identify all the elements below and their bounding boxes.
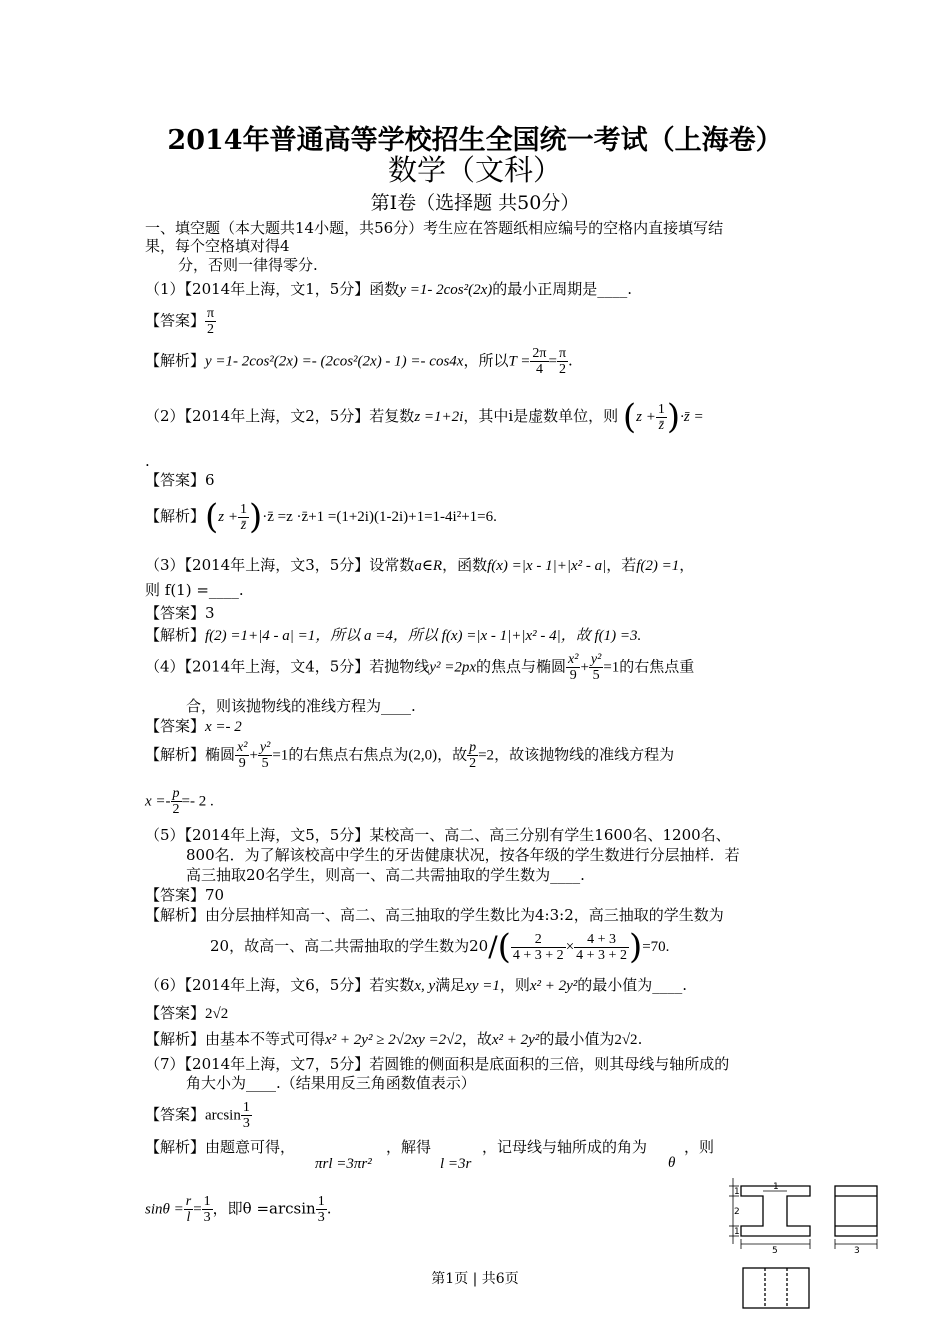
q2-analysis-one: 1 [240, 501, 247, 517]
q3-cond2: f(2) =1 [636, 558, 680, 574]
q7-theta: θ [668, 1155, 676, 1171]
q4-line2: 合，则该抛物线的准线方程为____. [186, 697, 416, 715]
q2-zplus: z + [636, 409, 656, 425]
q6-expr2: x² + 2y² [491, 1032, 540, 1048]
q7-sin-three: 3 [203, 1210, 211, 1225]
q7-line1: （7）【2014年上海，文7，5分】若圆锥的侧面积是底面积的三倍，则其母线与轴所成的 [145, 1055, 730, 1073]
q7-analysis-d: ，则 [684, 1138, 715, 1156]
q7-line2: 角大小为____.（结果用反三角函数值表示） [186, 1074, 476, 1092]
q7-eq1: πrl =3πr² [315, 1156, 372, 1172]
q4-analysis-d: ，故该抛物线的准线方程为 [494, 745, 675, 764]
q5-result: =70. [642, 939, 670, 955]
q4-y-num: y² [590, 652, 602, 667]
q4-analysis-plus: + [249, 747, 258, 764]
q5-fb-num: 4 + 3 [574, 932, 629, 948]
q2-suffix: ，其中i是虚数单位，则 [463, 407, 619, 425]
q5-answer [145, 886, 224, 904]
page-footer: 第1页 | 共6页 [431, 1271, 519, 1287]
q2-dot: . [145, 452, 150, 470]
q4-mid: 的焦点与椭圆 [476, 657, 567, 676]
q7-analysis-line2 [145, 1194, 332, 1225]
q6-analysis-a: 由基本不等式可得 [205, 1030, 326, 1048]
q1-answer [145, 306, 216, 337]
q4-y-den: 5 [592, 668, 600, 683]
answer-label: 【答案】 [145, 886, 206, 904]
analysis-label: 【解析】 [145, 906, 206, 924]
q3-cond: a∈R [414, 558, 443, 574]
q3-line2: 则 f(1) =____. [145, 581, 244, 599]
q2-analysis-zbar: z̄ [240, 517, 247, 533]
q6-val: 2√2 [614, 1032, 638, 1048]
q3-analysis-formula: f(2) =1+|4 - a| =1，所以 a =4，所以 f(x) =|x - 1|+|x² - 4|，故 f(1) =3. [205, 628, 642, 644]
q6-mid: 满足 [435, 976, 466, 994]
q4-eq2: =2 [478, 747, 495, 764]
q2-zbar: z̄ [658, 417, 665, 433]
q4-formula: y² =2px [429, 659, 476, 676]
q1-eq: = [548, 353, 557, 370]
three-view-figure [725, 1172, 885, 1342]
dim-1b: 1 [773, 1182, 779, 1192]
q4-analysis-a: 椭圆 [205, 745, 236, 764]
q5-line2: 800名．为了解该校高中学生的牙齿健康状况，按各年级的学生数进行分层抽样．若 [186, 846, 740, 864]
q4-prefix: （4）【2014年上海，文4，5分】若抛物线 [145, 657, 430, 676]
q7-sin-one: 1 [203, 1194, 211, 1209]
q7-answer [145, 1100, 252, 1131]
analysis-label: 【解析】 [145, 351, 206, 370]
q2-answer-value: 6 [205, 471, 215, 489]
q7-sin-three2: 3 [317, 1210, 325, 1225]
q6-analysis-b: ，故 [461, 1030, 492, 1048]
q1-analysis [145, 346, 573, 377]
answer-label: 【答案】 [145, 604, 206, 622]
dim-5: 5 [772, 1246, 778, 1256]
q4-suffix: 的右焦点重 [619, 657, 695, 676]
q7-eq3: = [193, 1201, 202, 1218]
q7-sin-a: sinθ = [145, 1201, 184, 1218]
q7-answer-one: 1 [242, 1100, 250, 1115]
q1-analysis-mid: ，所以 [463, 351, 509, 370]
q2-prefix: （2）【2014年上海，文2，5分】若复数 [145, 407, 415, 425]
q4-analysis-y-den: 5 [261, 756, 269, 771]
q7-l: l [186, 1210, 191, 1225]
q3-mid: ，函数 [442, 556, 488, 574]
q1-frac2-num: π [558, 346, 567, 361]
q4-analysis-eq1: =1 [272, 747, 289, 764]
q4-analysis-y-num: y² [259, 740, 271, 755]
paper-title: 2014年普通高等学校招生全国统一考试（上海卷） [167, 125, 783, 156]
q1-end: . [568, 351, 573, 370]
q4-analysis-c: ，故 [437, 745, 468, 764]
q4-question [145, 652, 694, 683]
intro-line3: 分，否则一律得零分. [178, 256, 318, 274]
q4-x-den: 9 [569, 668, 577, 683]
q3-analysis [145, 626, 641, 645]
q4-p-den: 2 [469, 756, 477, 771]
q7-answer-arcsin: arcsin [205, 1107, 241, 1124]
q1-frac1-num: 2π [532, 346, 547, 361]
q6-suffix: 的最小值为____. [577, 976, 688, 994]
q6-end: . [637, 1030, 643, 1048]
q7-answer-three: 3 [242, 1116, 250, 1131]
q5-fa-den: 4 + 3 + 2 [512, 947, 564, 963]
dim-1c: 1 [734, 1227, 740, 1237]
analysis-label: 【解析】 [145, 626, 206, 644]
intro-line2: 果，每个空格填对得4 [145, 237, 290, 255]
q2-analysis: 【解析】(z + $\frac{1}{z̄}$ )·z̄ =z ·z̄+1 =(1+2i)(1-2i)+1=1-4i²+1=6. [145, 497, 497, 537]
q5-analysis1-text: 由分层抽样知高一、高二、高三抽取的学生数比为4:3:2，高三抽取的学生数为 [205, 906, 724, 924]
q6-mid2: ，则 [499, 976, 530, 994]
q4-eq1: =1 [603, 659, 620, 676]
q1-frac2-den: 2 [559, 362, 566, 377]
q3-answer [145, 604, 215, 622]
q7-eq2: l =3r [440, 1156, 472, 1172]
answer-label: 【答案】 [145, 717, 206, 735]
q6-vars: x, y [414, 978, 436, 994]
q5-analysis2-text: 20，故高一、高二共需抽取的学生数为20 [210, 937, 489, 955]
answer-label: 【答案】 [145, 311, 206, 330]
q4-line3-b: =- 2 . [181, 793, 214, 810]
intro-line1: 一、填空题（本大题共14小题，共56分）考生应在答题纸相应编号的空格内直接填写结 [145, 219, 724, 237]
dim-2: 2 [734, 1207, 740, 1217]
q4-p-num: p [469, 740, 477, 755]
q1-question [145, 280, 632, 299]
q4-point: (2,0) [408, 747, 438, 764]
q5-times: × [565, 939, 575, 955]
paper-subtitle: 数学（文科） [387, 153, 562, 187]
q1-answer-den: 2 [207, 322, 215, 337]
dim-1a: 1 [734, 1187, 740, 1197]
q4-line3-a: x =- [145, 793, 171, 810]
q5-analysis2: 20，故高一、高二共需抽取的学生数为20/( $\frac{2}{4 + 3 + 2}$ × $\frac{4 + 3}{4 + 3 + 2}$ )=70. [210, 927, 670, 967]
q3-func: f(x) =|x - 1|+|x² - a| [487, 558, 607, 574]
q5-fa-num: 2 [511, 932, 566, 948]
q7-analysis [145, 1138, 295, 1156]
q6-analysis [145, 1030, 642, 1049]
q1-suffix: 的最小正周期是____. [492, 280, 633, 298]
q6-expr: x² + 2y² [529, 978, 578, 994]
q6-answer-value: 2√2 [205, 1006, 229, 1022]
q5-analysis1 [145, 906, 724, 924]
q2-analysis-zplus: z + [218, 509, 238, 525]
q7-analysis-b: ，解得 [386, 1138, 432, 1156]
q4-line3-p-num: p [172, 786, 180, 801]
q7-analysis-c: ，记母线与轴所成的角为 [482, 1138, 648, 1156]
q4-line3 [145, 786, 214, 817]
answer-label: 【答案】 [145, 471, 206, 489]
q7-end: . [326, 1199, 332, 1218]
answer-label: 【答案】 [145, 1004, 206, 1022]
analysis-label: 【解析】 [145, 1030, 206, 1048]
q3-question: （3）【2014年上海，文3，5分】设常数a∈R，函数f(x) =|x - 1|+|x² - a|，若f(2) =1， [145, 556, 695, 574]
dim-3: 3 [854, 1246, 860, 1256]
section-title: 第Ⅰ卷（选择题 共50分） [370, 192, 580, 214]
q5-fb-den: 4 + 3 + 2 [576, 947, 627, 963]
q2-formula: z =1+2i [414, 409, 464, 425]
q4-x-num: x² [568, 652, 579, 667]
q1-analysis-formula: y =1- 2cos²(2x) =- (2cos²(2x) - 1) =- cos4x [205, 353, 464, 370]
analysis-label: 【解析】 [145, 1138, 206, 1156]
q1-period: T = [508, 353, 531, 370]
q6-analysis-c: 的最小值为 [539, 1030, 615, 1048]
q2-analysis-formula: ·z̄ =z ·z̄+1 =(1+2i)(1-2i)+1=1-4i²+1=6. [262, 509, 497, 525]
q2-question: （2）【2014年上海，文2，5分】若复数z =1+2i，其中i是虚数单位，则 (z + $\frac{1}{z̄}$ )·z̄ = [145, 397, 704, 437]
q4-plus: + [580, 659, 589, 676]
q7-sin-one2: 1 [317, 1194, 325, 1209]
q5-answer-value: 70 [205, 886, 225, 904]
q4-analysis [145, 740, 674, 771]
q5-line3: 高三抽取20名学生，则高一、高二共需抽取的学生数为____. [186, 866, 585, 884]
q3-mid2: ，若 [606, 556, 637, 574]
q6-ineq: x² + 2y² ≥ 2√2xy =2√2 [325, 1032, 462, 1048]
q7-analysis-a: 由题意可得， [205, 1138, 296, 1156]
q6-prefix: （6）【2014年上海，文6，5分】若实数 [145, 976, 415, 994]
q4-answer-value: x =- 2 [205, 719, 242, 735]
q2-tail: ·z̄ = [680, 409, 704, 425]
analysis-label: 【解析】 [145, 507, 206, 525]
q4-analysis-x-num: x² [237, 740, 248, 755]
q6-question [145, 976, 687, 995]
q3-prefix: （3）【2014年上海，文3，5分】设常数 [145, 556, 415, 574]
q2-one: 1 [657, 401, 665, 417]
q6-cond: xy =1 [465, 978, 500, 994]
answer-label: 【答案】 [145, 1105, 206, 1124]
q4-analysis-b: 的右焦点右焦点为 [288, 745, 409, 764]
side-view-shape [835, 1186, 877, 1236]
front-view-shape [741, 1186, 810, 1236]
q4-answer [145, 717, 242, 736]
q4-analysis-x-den: 9 [238, 756, 246, 771]
q5-line1: （5）【2014年上海，文5，5分】某校高一、高二、高三分别有学生1600名、1200名、 [145, 826, 731, 844]
q7-r: r [185, 1194, 192, 1209]
analysis-label: 【解析】 [145, 745, 206, 764]
q3-answer-value: 3 [205, 604, 215, 622]
q2-answer [145, 471, 215, 489]
q6-answer [145, 1004, 228, 1023]
q1-answer-num: π [207, 306, 215, 321]
q1-formula: y =1- 2cos²(2x) [399, 282, 493, 298]
q4-line3-p-den: 2 [172, 802, 180, 817]
q1-prefix: （1）【2014年上海，文1，5分】函数 [145, 280, 400, 298]
q7-sin-b: ，即θ =arcsin [212, 1199, 316, 1218]
q1-frac1-den: 4 [535, 362, 543, 377]
